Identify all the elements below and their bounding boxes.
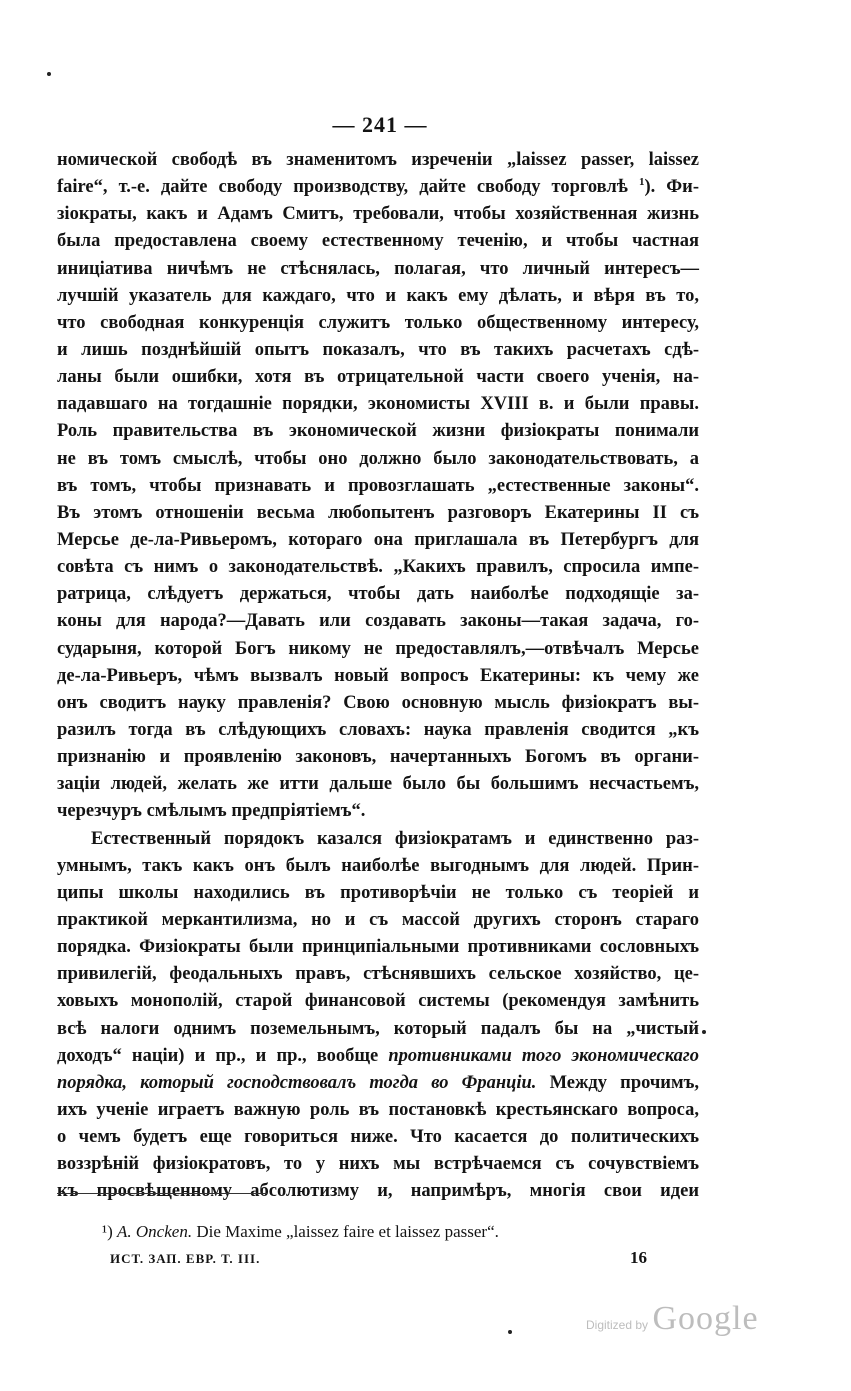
text-line: Въ этомъ отношеніи весьма любопытенъ разговоръ Екатерины II съ (57, 502, 699, 523)
text-line: черезчуръ смѣлымъ предпріятіемъ“. (57, 801, 366, 822)
text-line: онъ сводитъ науку правленія? Свою основную мысль физіократъ вы- (57, 692, 699, 713)
text-line: всѣ налоги однимъ поземельнымъ, который падалъ бы на „чистый (57, 1018, 699, 1039)
text-line (57, 1043, 699, 1070)
text-line (57, 174, 699, 201)
text-line-content: faire“, т.-е. дайте свободу производству, дайте свободу торговлѣ $^1$). Фи- (57, 175, 700, 198)
text-line: практикой меркантилизма, но и съ массой другихъ сторонъ стараго (57, 909, 699, 930)
text-line: иниціатива ничѣмъ не стѣснялась, полагая, что личный интересъ— (57, 258, 699, 279)
text-line: умнымъ, такъ какъ онъ былъ наиболѣе выгоднымъ для людей. Прин- (57, 855, 699, 876)
text-line: въ томъ, чтобы признавать и провозглашать „естественные законы“. (57, 475, 699, 496)
text-line: ланы были ошибки, хотя въ отрицательной части своего ученія, на- (57, 367, 699, 388)
text-line: порядка. Физіократы были принципіальными противниками сословныхъ (57, 937, 699, 958)
footnote (102, 1222, 499, 1242)
text-line: де-ла-Ривьеръ, чѣмъ вызвалъ новый вопросъ Екатерины: къ чему же (57, 665, 699, 686)
text-line: коны для народа?—Давать или создавать законы—такая задача, го- (57, 611, 699, 632)
watermark-small-text: Digitized by (586, 1318, 649, 1332)
text-line: о чемъ будетъ еще говориться ниже. Что касается до политическихъ (57, 1127, 699, 1148)
text-line: Роль правительства въ экономической жизни физіократы понимали (57, 421, 699, 442)
footnote-author: A. Oncken. (117, 1222, 193, 1241)
page-number: — 241 — (332, 112, 428, 137)
digitized-watermark (586, 1300, 759, 1338)
text-line: сударыня, которой Богъ никому не предоставлялъ,—отвѣчалъ Мерсье (57, 638, 699, 659)
printer-signature: ИСТ. ЗАП. ЕВР. Т. III. (110, 1251, 261, 1266)
footnote-text: Die Maxime „laissez faire et laissez passer“. (196, 1222, 499, 1241)
print-speck (47, 72, 51, 76)
footnote-marker: ¹) (102, 1222, 113, 1241)
text-line: Мерсье де-ла-Ривьеромъ, котораго она приглашала въ Петербургъ для (57, 529, 699, 550)
text-line: признанію и проявленію законовъ, начертанныхъ Богомъ въ органи- (57, 747, 699, 768)
text-line: номической свободѣ въ знаменитомъ изреченіи „laissez passer, laissez (57, 150, 699, 170)
text-line-content: порядка, который господствовалъ тогда во Франціи. Между прочимъ, (57, 1072, 699, 1093)
text-line: лучшій указатель для каждаго, что и какъ ему дѣлать, и вѣря въ то, (57, 285, 699, 306)
text-line: была предоставлена своему естественному теченію, и чтобы частная (57, 231, 699, 252)
text-line: заціи людей, желать же итти дальше было бы большимъ несчастьемъ, (57, 774, 699, 795)
text-line: разилъ тогда въ слѣдующихъ словахъ: наука правленія сводится „къ (57, 719, 699, 740)
text-line: ховыхъ монополій, старой финансовой системы (рекомендуя замѣнить (57, 991, 699, 1012)
print-speck (508, 1330, 512, 1334)
text-line: не въ томъ смыслѣ, чтобы оно должно было законодательствовать, а (57, 448, 699, 469)
footnote-rule (57, 1193, 267, 1194)
text-line: зіократы, какъ и Адамъ Смитъ, требовали, чтобы хозяйственная жизнь (57, 204, 699, 225)
text-line: что свободная конкуренція служитъ только общественному интересу, (57, 312, 699, 333)
text-line: ципы школы находились въ противорѣчіи не только съ теоріей и (57, 882, 699, 903)
text-line (57, 1070, 699, 1097)
watermark-logo-text: Google (652, 1300, 759, 1337)
text-line: къ просвѣщенному абсолютизму и, напримѣръ, многія свои идеи (57, 1181, 699, 1202)
text-line: привилегій, феодальныхъ правъ, стѣснявшихъ сельское хозяйство, це- (57, 964, 699, 985)
print-speck (702, 1030, 706, 1034)
text-line: падавшаго на тогдашніе порядки, экономисты XVIII в. и были правы. (57, 394, 699, 415)
text-line-content: доходъ“ націи) и пр., и пр., вообще противниками того экономическаго (57, 1045, 699, 1066)
text-line: воззрѣній физіократовъ, то у нихъ мы встрѣчаемся съ сочувствіемъ (57, 1154, 699, 1175)
text-line: и лишь позднѣйшій опытъ показалъ, что въ такихъ расчетахъ сдѣ- (57, 339, 699, 360)
text-line: совѣта съ нимъ о законодательствѣ. „Какихъ правилъ, спросила импе- (57, 557, 699, 578)
text-line: ихъ ученіе играетъ важную роль въ постановкѣ крестьянскаго вопроса, (57, 1099, 699, 1120)
sheet-number: 16 (630, 1248, 647, 1267)
body-text (57, 147, 699, 1205)
text-line: ратрица, слѣдуетъ держаться, чтобы дать наиболѣе подходящіе за- (57, 584, 699, 605)
paragraph-start-line: Естественный порядокъ казался физіократамъ и единственно раз- (91, 828, 699, 849)
